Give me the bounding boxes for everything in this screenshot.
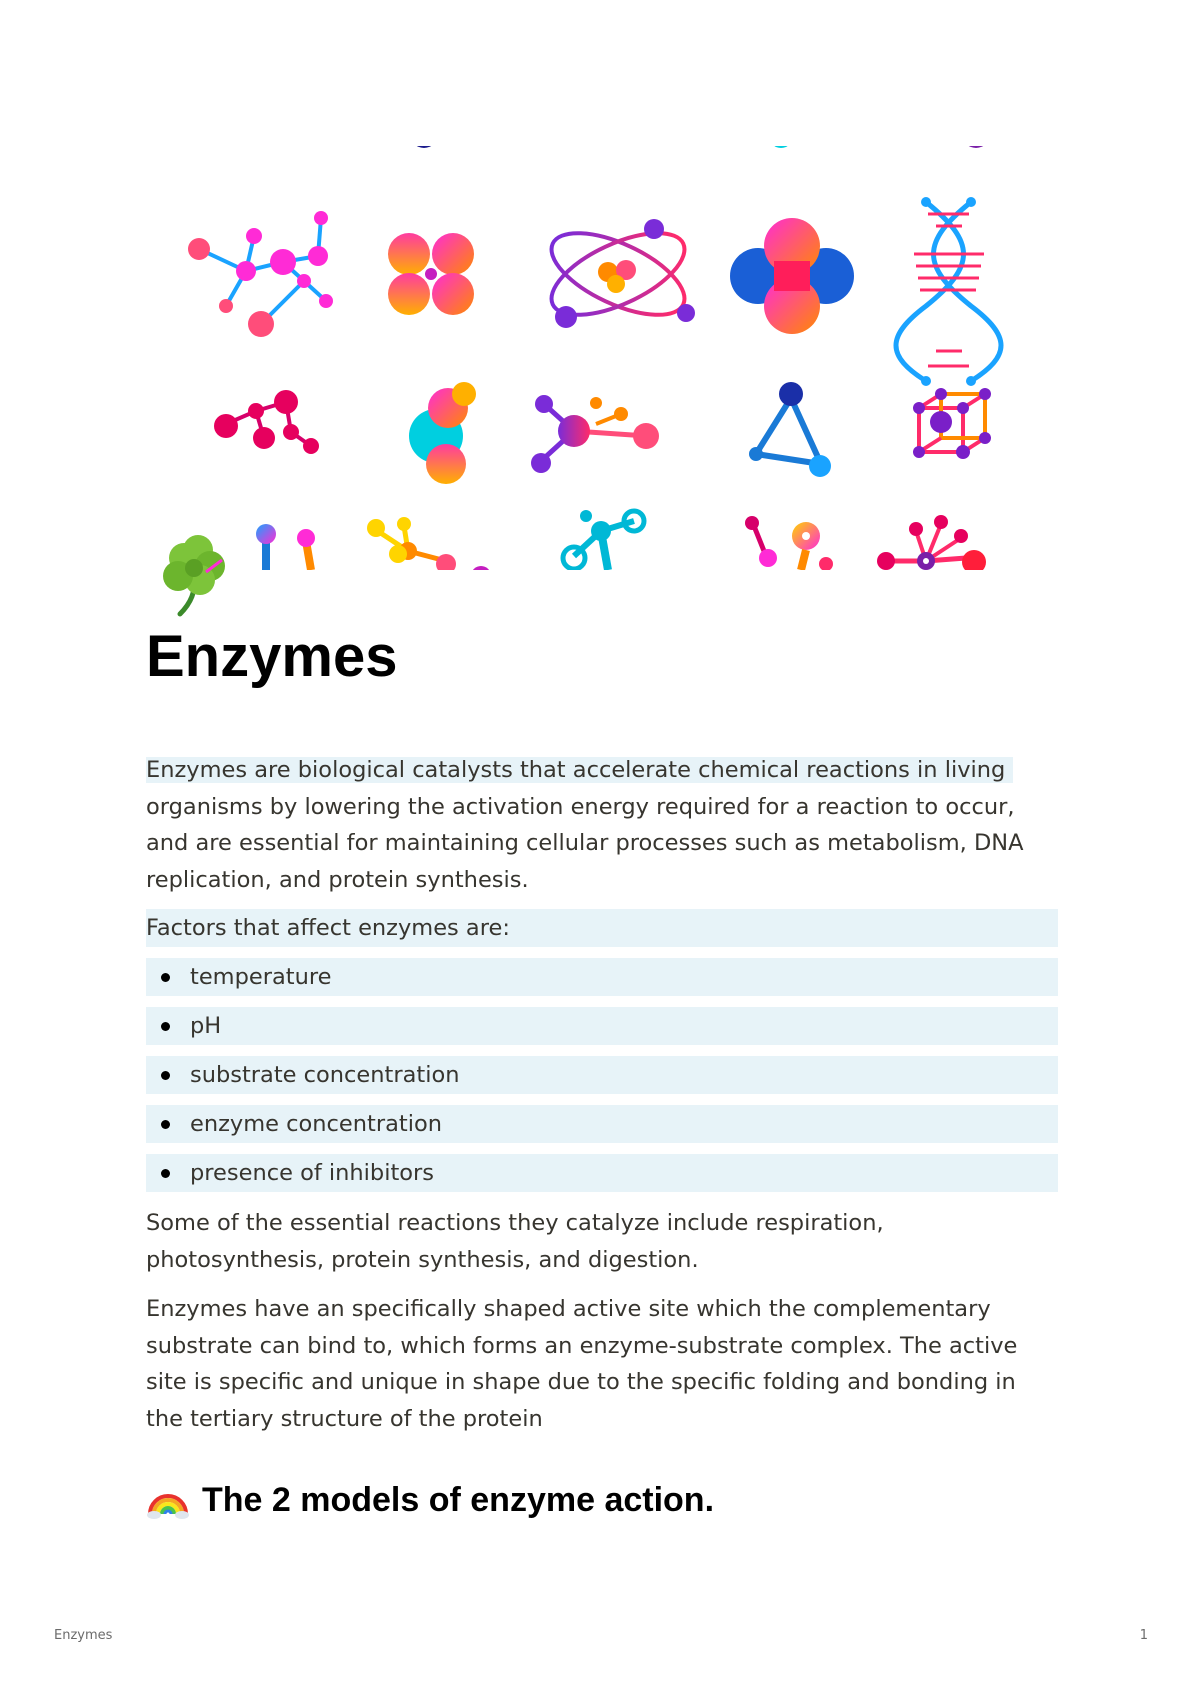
- list-item-text: temperature: [190, 964, 332, 990]
- bullet-icon: [161, 1169, 170, 1178]
- list-item: [146, 1056, 1058, 1094]
- reactions-paragraph: Some of the essential reactions they catalyze include respiration, photosynthesis, protein synthesis, and digestion.: [146, 1210, 884, 1273]
- section-heading: [146, 1478, 714, 1522]
- page-title: Enzymes: [146, 624, 398, 689]
- intro-highlighted-line: Enzymes are biological catalysts that accelerate chemical reactions in living: [146, 757, 1013, 783]
- bullet-icon: [161, 1022, 170, 1031]
- list-item-text: enzyme concentration: [190, 1111, 442, 1137]
- list-item-text: pH: [190, 1013, 222, 1039]
- list-item: [146, 958, 1058, 996]
- page-number: 1: [1139, 1628, 1148, 1643]
- intro-rest: organisms by lowering the activation energy required for a reaction to occur, and are essential for maintaining cellular processes such as metabolism, DNA replication, and protein synthesis.: [146, 793, 1024, 893]
- list-item-text: presence of inhibitors: [190, 1160, 435, 1186]
- list-item-text: substrate concentration: [190, 1062, 460, 1088]
- list-item: [146, 1007, 1058, 1045]
- bullet-icon: [161, 1120, 170, 1129]
- bullet-icon: [161, 973, 170, 982]
- section-heading-text: The 2 models of enzyme action.: [202, 1480, 715, 1519]
- active-site-paragraph: Enzymes have an specifically shaped active site which the complementary substrate can bind to, which forms an enzyme-substrate complex. The active site is specific and unique in shape due to the specific folding and bonding in the tertiary structure of the protein: [146, 1296, 1018, 1432]
- page-content: [146, 752, 1058, 1437]
- intro-paragraph: [146, 752, 1058, 898]
- list-item: [146, 1154, 1058, 1192]
- footer-title: Enzymes: [54, 1628, 113, 1643]
- rainbow-icon: [146, 1478, 190, 1522]
- molecules-illustration-icon: [146, 146, 1054, 570]
- bullet-icon: [161, 1071, 170, 1080]
- list-item: [146, 1105, 1058, 1143]
- cover-image: [146, 146, 1054, 570]
- factors-heading: Factors that affect enzymes are:: [146, 909, 1058, 947]
- shamrock-icon: [150, 528, 240, 618]
